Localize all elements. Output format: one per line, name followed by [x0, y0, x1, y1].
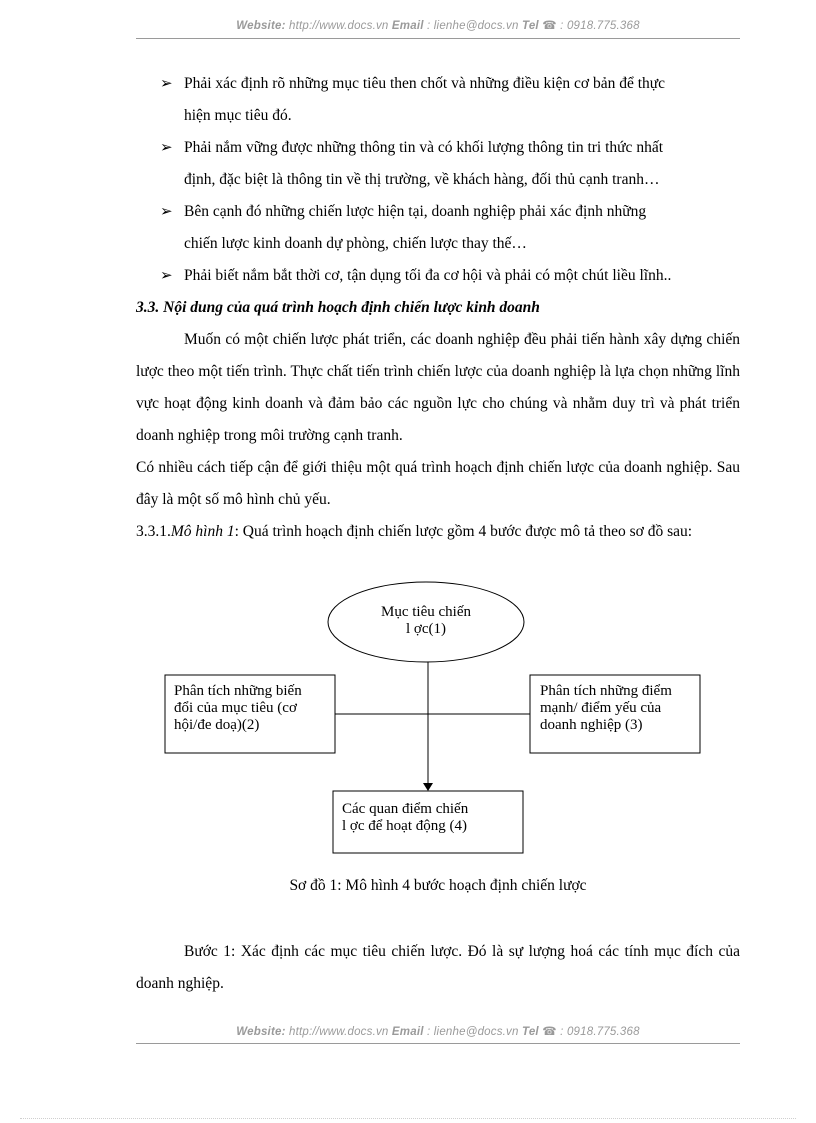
bullet-item-2 — [136, 132, 740, 196]
footer-website-url[interactable]: http://www.docs.vn — [289, 1026, 389, 1038]
bullet-line: định, đặc biệt là thông tin về thị trường, về khách hàng, đối thủ cạnh tranh… — [184, 171, 660, 188]
node-external-line: Phân tích những biến — [174, 683, 302, 699]
node-external-line: đổi của mục tiêu (cơ — [174, 700, 297, 716]
node-objectives — [340, 604, 512, 638]
header-website-label: Website: — [236, 20, 286, 32]
footer-email-label: Email — [391, 1026, 424, 1038]
phone-icon: ☎ — [542, 1026, 557, 1038]
node-strategic-line: Các quan điểm chiến — [342, 801, 469, 817]
node-objectives-line: l ợc(1) — [406, 621, 446, 637]
node-internal-analysis — [540, 683, 700, 734]
bullet-line: Phải nắm vững được những thông tin và có khối lượng thông tin tri thức nhất — [184, 139, 664, 156]
footer-email-value[interactable]: : lienhe@docs.vn — [427, 1026, 519, 1038]
header-website-url[interactable]: http://www.docs.vn — [289, 20, 389, 32]
paragraph-intro: Muốn có một chiến lược phát triển, các doanh nghiệp đều phải tiến hành xây dựng chiến lược theo một tiến trình. Thực chất tiến trình chiến lược của doanh nghiệp là lựa chọn những lĩnh vực hoạt động kinh doanh và đảm bảo các nguồn lực cho chúng và nhằm duy trì và phát triển doanh nghiệp trong môi trường cạnh tranh. — [136, 331, 740, 444]
section-heading: 3.3. Nội dung của quá trình hoạch định chiến lược kinh doanh — [136, 299, 540, 316]
header-email-value[interactable]: : lienhe@docs.vn — [427, 20, 519, 32]
node-internal-line: mạnh/ điểm yếu của — [540, 700, 662, 716]
footer-divider — [136, 1043, 740, 1044]
bullet-line: Bên cạnh đó những chiến lược hiện tại, doanh nghiệp phải xác định những — [184, 203, 647, 220]
phone-icon: ☎ — [542, 20, 557, 32]
node-strategic-line: l ợc để hoạt động (4) — [342, 818, 467, 834]
bullet-item-3 — [136, 196, 740, 260]
page-header — [136, 18, 740, 32]
header-tel-label: Tel — [522, 20, 539, 32]
model-1-intro — [136, 516, 740, 548]
page-body — [136, 68, 740, 548]
footer-tel-value: : 0918.775.368 — [560, 1026, 640, 1038]
step-1-paragraph: Bước 1: Xác định các mục tiêu chiến lược. Đó là sự lượng hoá các tính mục đích của doanh nghiệp. — [136, 943, 740, 992]
node-strategic-views — [342, 801, 520, 835]
footer-tel-label: Tel — [522, 1026, 539, 1038]
bullet-line: Phải xác định rõ những mục tiêu then chốt và những điều kiện cơ bản để thực — [184, 75, 666, 92]
page-bottom-edge — [20, 1118, 796, 1119]
arrow-bullet-icon: ➢ — [160, 268, 173, 284]
paragraph-approaches: Có nhiều cách tiếp cận để giới thiệu một quá trình hoạch định chiến lược của doanh nghiệp. Sau đây là một số mô hình chủ yếu. — [136, 459, 740, 508]
bullet-item-4 — [136, 260, 740, 292]
header-divider — [136, 38, 740, 39]
footer-website-label: Website: — [236, 1026, 286, 1038]
model-name: Mô hình 1 — [170, 523, 235, 540]
model-description: : Quá trình hoạch định chiến lược gồm 4 bước được mô tả theo sơ đồ sau: — [234, 523, 693, 540]
model-number: 3.3.1. — [136, 523, 171, 540]
header-email-label: Email — [391, 20, 424, 32]
node-external-analysis — [174, 683, 334, 734]
page-footer — [136, 1024, 740, 1038]
bullet-item-1 — [136, 68, 740, 132]
header-tel-value: : 0918.775.368 — [560, 20, 640, 32]
bullet-line: Phải biết nắm bắt thời cơ, tận dụng tối đa cơ hội và phải có một chút liều lĩnh.. — [184, 267, 672, 284]
bullet-line: chiến lược kinh doanh dự phòng, chiến lược thay thế… — [184, 235, 527, 252]
node-objectives-line: Mục tiêu chiến — [381, 604, 471, 620]
arrow-bullet-icon: ➢ — [160, 76, 173, 92]
node-internal-line: Phân tích những điểm — [540, 683, 672, 699]
arrow-bullet-icon: ➢ — [160, 204, 173, 220]
arrow-bullet-icon: ➢ — [160, 140, 173, 156]
bullet-line: hiện mục tiêu đó. — [184, 107, 292, 124]
diagram-caption: Sơ đồ 1: Mô hình 4 bước hoạch định chiến lược — [289, 877, 587, 894]
node-external-line: hội/đe doạ)(2) — [174, 717, 260, 733]
arrowhead-icon — [423, 783, 433, 791]
node-internal-line: doanh nghiệp (3) — [540, 717, 643, 733]
